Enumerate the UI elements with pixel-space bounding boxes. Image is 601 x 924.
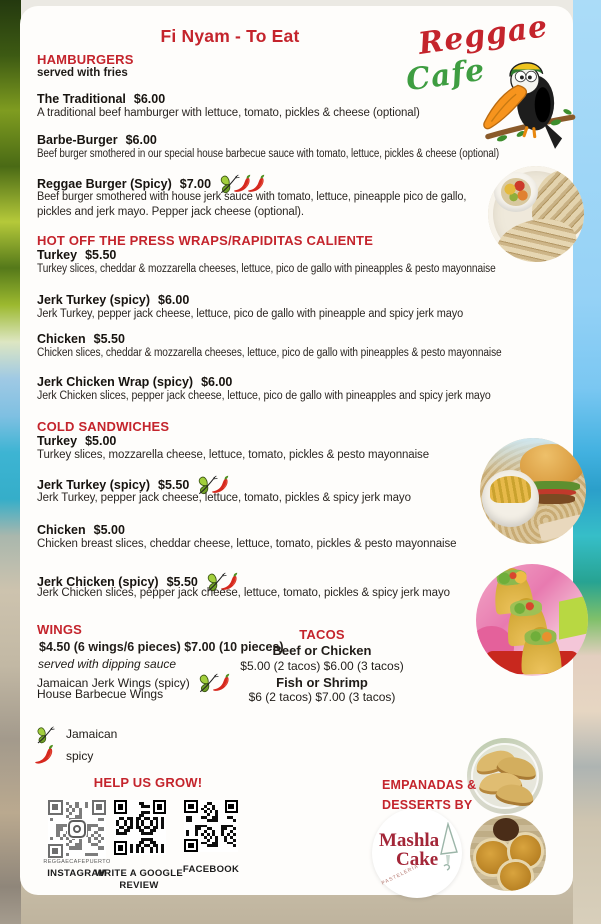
qr-finder [48, 844, 63, 859]
instagram-handle: REGGAECAFEPUERTO [43, 859, 111, 865]
taco-variant-name: Beef or Chicken [272, 643, 372, 658]
item-name [37, 293, 189, 307]
lime-green-board [559, 594, 588, 639]
section-title-tacos: TACOS [299, 627, 345, 642]
item-price: $5.00 [93, 523, 125, 537]
facebook-qr-code [184, 800, 238, 852]
wings-option: House Barbecue Wings [37, 687, 164, 701]
item-desc: Chicken breast slices, cheddar cheese, lettuce, tomato, pickles & pesto mayonnaise [37, 538, 457, 550]
item-price: $6.00 [133, 92, 166, 106]
qr-finder [225, 800, 239, 813]
fruit-salsa [501, 178, 531, 205]
item-name [37, 523, 125, 537]
tacos-photo [476, 564, 588, 676]
chocolate-dessert [493, 818, 519, 841]
item-name [37, 332, 125, 346]
toucan-logo-icon [472, 46, 578, 160]
item-desc: Jerk Chicken slices, pepper jack cheese, lettuce, pico de gallo with pineapples and spicy jerk mayo [37, 390, 491, 402]
item-label: Chicken [37, 332, 86, 346]
taco-shell [520, 626, 562, 674]
logo-word-reggae: Reggae [416, 9, 551, 62]
section-subtitle: served with fries [37, 67, 128, 79]
item-label: The Traditional [37, 92, 126, 106]
fries-bowl [482, 470, 539, 527]
item-price: $6.00 [201, 375, 233, 389]
item-desc: Turkey slices, mozzarella cheese, lettuce, tomato, pickles & pesto mayonnaise [37, 449, 429, 461]
item-desc: Jerk Turkey, pepper jack cheese, lettuce, tomato, pickles & spicy jerk mayo [37, 492, 411, 504]
empanadas-photo [467, 738, 543, 814]
item-label: Turkey [37, 248, 78, 262]
help-us-grow-heading: HELP US GROW! [93, 775, 203, 790]
qr-finder [184, 800, 198, 813]
mini-cheesecake [500, 862, 530, 891]
instagram-icon [67, 819, 88, 840]
empanadas-heading: EMPANADAS & [382, 778, 477, 792]
item-price: $5.50 [93, 332, 125, 346]
taco-variant-prices: $6 (2 tacos) $7.00 (3 tacos) [248, 690, 396, 704]
qr-finder [153, 800, 166, 814]
item-price: $7.00 [179, 177, 212, 191]
legend-spicy-label: spicy [66, 749, 94, 763]
item-price: $5.50 [85, 248, 117, 262]
taco-topping [496, 569, 528, 587]
item-price: $5.50 [166, 575, 198, 589]
qr-finder [114, 841, 127, 855]
desserts-photo [470, 815, 546, 891]
partner-name: Cake [396, 849, 439, 870]
item-desc: A traditional beef hamburger with lettuce, tomato, pickles & cheese (optional) [37, 107, 420, 119]
taco-variant-name: Fish or Shrimp [276, 675, 368, 690]
taco-topping [524, 628, 557, 645]
wings-option-label: Jamaican Jerk Wings (spicy) [37, 676, 190, 690]
taco-variant-prices: $5.00 (2 tacos) $6.00 (3 tacos) [240, 659, 404, 673]
item-desc: Beef burger smothered in our special house barbecue sauce with tomato, lettuce, pickles & cheese (optional) [37, 148, 500, 160]
piping-bag-icon [436, 822, 460, 874]
item-label: Jerk Chicken Wrap (spicy) [37, 375, 194, 389]
item-label: Reggae Burger (Spicy) [37, 177, 172, 191]
google-review-label: WRITE A GOOGLE [95, 868, 183, 879]
item-name [37, 248, 116, 262]
wrap-photo [488, 166, 584, 262]
google-review-label: REVIEW [119, 880, 159, 891]
qr-finder [184, 839, 198, 852]
background-palm-strip [0, 0, 21, 924]
item-name [37, 375, 232, 389]
page-title: Fi Nyam - To Eat [160, 26, 300, 46]
item-name [37, 434, 116, 448]
qr-finder [114, 800, 127, 814]
qr-finder [48, 800, 63, 815]
item-price: $6.00 [125, 133, 157, 147]
qr-finder [92, 800, 107, 815]
item-price: $5.00 [85, 434, 117, 448]
item-price: $5.50 [158, 478, 190, 492]
instagram-label: INSTAGRAM [47, 868, 107, 879]
item-desc: Beef burger smothered with house jerk sauce with tomato, lettuce, pineapple pico de gallo, [37, 191, 467, 203]
google-review-qr-code [114, 800, 166, 855]
wings-prices: $4.50 (6 wings/6 pieces) $7.00 (10 pieces) [39, 640, 284, 654]
item-label: Jerk Turkey (spicy) [37, 478, 151, 492]
partner-tagline: PASTELERÍA [380, 863, 420, 887]
item-label: Jerk Chicken (spicy) [37, 575, 159, 589]
burger-photo [480, 438, 586, 544]
fried-onions [490, 476, 531, 503]
partner-name: Mashla [379, 830, 440, 851]
item-desc: Turkey slices, cheddar & mozzarella cheeses, lettuce, pico de gallo with pineapples & pesto mayonnaise [37, 263, 496, 275]
facebook-label: FACEBOOK [182, 864, 240, 875]
taco-topping [510, 598, 543, 616]
section-title: COLD SANDWICHES [37, 419, 170, 434]
logo-word-cafe: Cafe [403, 52, 488, 99]
item-desc: Chicken slices, cheddar & mozzarella cheeses, lettuce, pico de gallo with pineapples & pesto mayonnaise [37, 347, 502, 359]
legend-jamaican-label: Jamaican [66, 727, 118, 741]
wings-note: served with dipping sauce [38, 657, 177, 671]
item-price: $6.00 [158, 293, 190, 307]
item-desc: Jerk Chicken slices, pepper jack cheese, lettuce, tomato, pickles & spicy jerk mayo [37, 587, 450, 599]
item-desc: pickles and jerk mayo. Pepper jack cheese (optional). [37, 206, 305, 218]
mashla-cake-logo [372, 808, 462, 898]
section-title: HAMBURGERS [37, 52, 134, 67]
item-name [37, 133, 157, 147]
item-desc: Jerk Turkey, pepper jack cheese, lettuce, pico de gallo with pineapple and spicy jerk mayo [37, 308, 464, 320]
section-title: HOT OFF THE PRESS WRAPS/RAPIDITAS CALIENTE [37, 233, 374, 248]
instagram-qr-code [48, 800, 106, 858]
menu-card [20, 6, 573, 895]
item-name [37, 92, 165, 106]
item-label: Chicken [37, 523, 86, 537]
salsa-bowl [494, 172, 538, 212]
item-label: Turkey [37, 434, 78, 448]
butterfly-icon [34, 725, 56, 745]
section-title-wings: WINGS [37, 622, 83, 637]
chili-icon [32, 743, 58, 767]
item-label: Jerk Turkey (spicy) [37, 293, 151, 307]
empanadas-heading: DESSERTS BY [382, 798, 473, 812]
item-label: Barbe-Burger [37, 133, 118, 147]
